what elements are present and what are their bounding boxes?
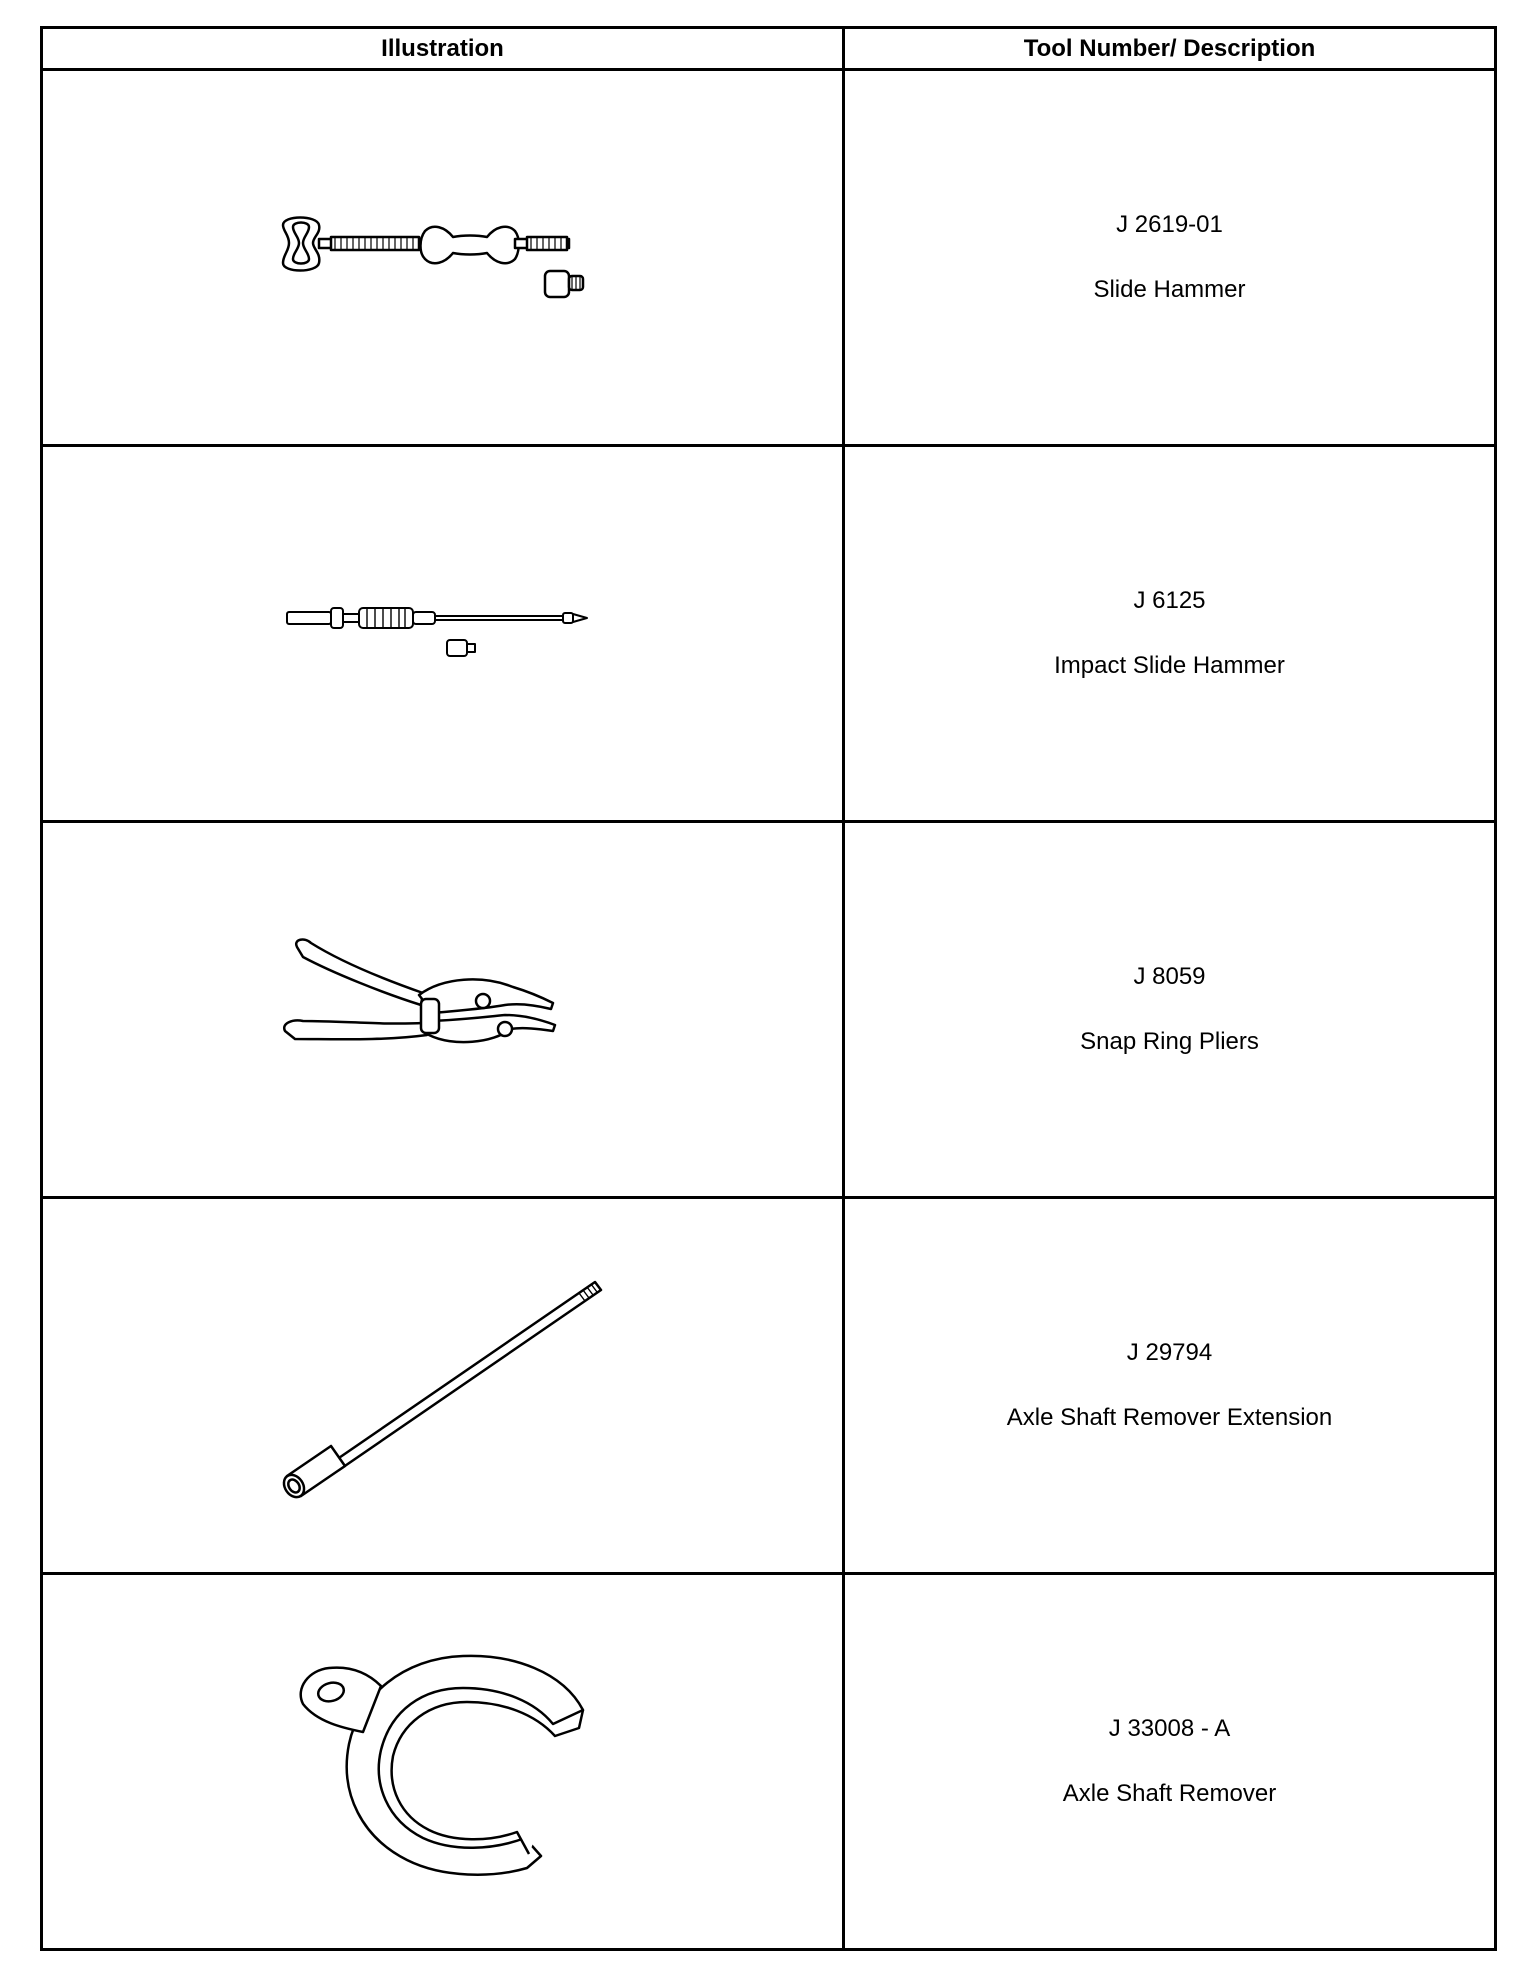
tool-number: J 2619-01 — [1116, 211, 1223, 238]
illustration-cell — [42, 1574, 844, 1950]
axle-shaft-remover-extension-icon — [273, 1266, 613, 1506]
description-cell — [844, 1198, 1496, 1574]
tool-number: J 6125 — [1133, 587, 1206, 614]
illustration-cell — [42, 70, 844, 446]
tool-description: Slide Hammer — [1093, 276, 1246, 303]
description-cell — [844, 446, 1496, 822]
description-cell — [844, 1574, 1496, 1950]
description-cell — [844, 822, 1496, 1198]
illustration-cell — [42, 446, 844, 822]
impact-slide-hammer-icon — [283, 604, 603, 664]
slide-hammer-icon — [273, 213, 613, 303]
table-row — [42, 446, 1496, 822]
header-tool-number-description: Tool Number/ Description — [844, 28, 1496, 70]
table-row — [42, 1574, 1496, 1950]
illustration-cell — [42, 1198, 844, 1574]
tool-description: Axle Shaft Remover — [1062, 1780, 1277, 1807]
tool-number: J 8059 — [1133, 963, 1206, 990]
header-illustration: Illustration — [42, 28, 844, 70]
tool-description: Impact Slide Hammer — [1054, 652, 1285, 679]
snap-ring-pliers-icon — [273, 935, 613, 1085]
axle-shaft-remover-icon — [283, 1632, 603, 1892]
tool-description: Snap Ring Pliers — [1080, 1028, 1259, 1055]
tool-number: J 33008 - A — [1108, 1715, 1231, 1742]
table-row — [42, 822, 1496, 1198]
tool-number: J 29794 — [1126, 1339, 1213, 1366]
tool-description: Axle Shaft Remover Extension — [1006, 1404, 1333, 1431]
illustration-cell — [42, 822, 844, 1198]
table-row — [42, 1198, 1496, 1574]
description-cell — [844, 70, 1496, 446]
tool-table — [40, 26, 1497, 1951]
table-row — [42, 70, 1496, 446]
table-header-row — [42, 28, 1496, 70]
